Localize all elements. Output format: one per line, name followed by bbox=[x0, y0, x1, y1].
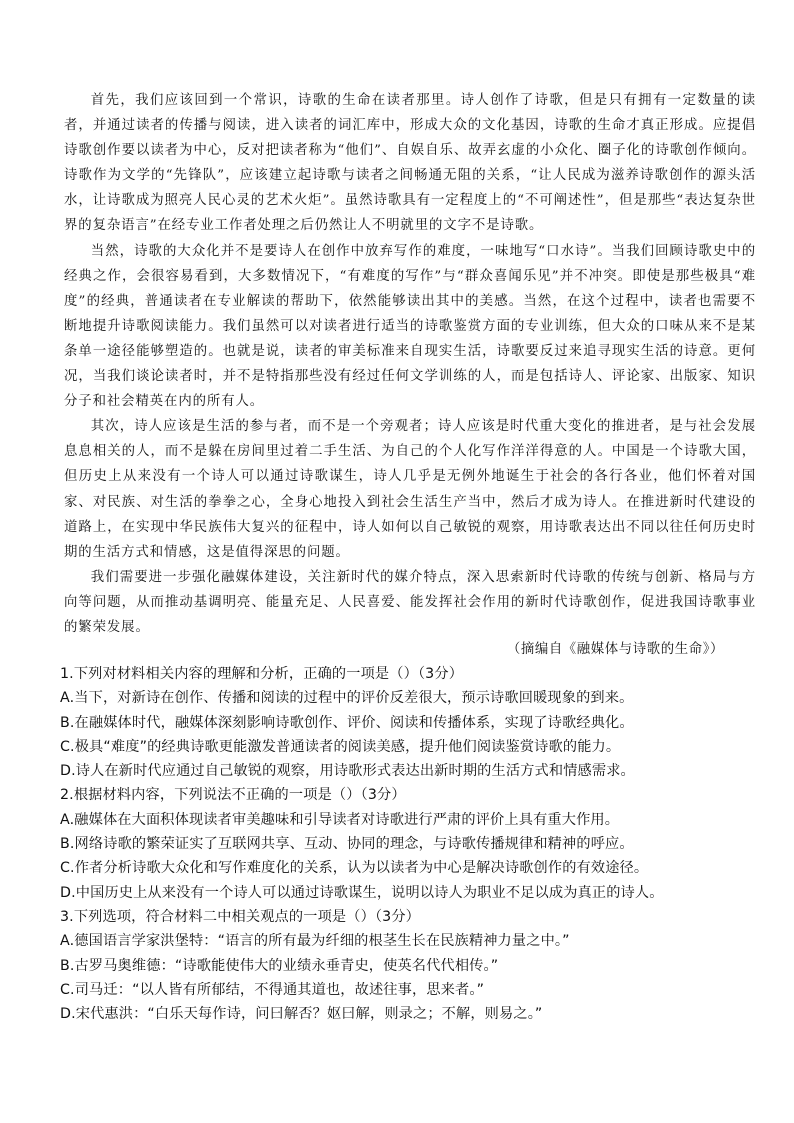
option-c: C.司马迁：“以人皆有所郁结，不得通其道也，故述往事，思来者。” bbox=[60, 981, 485, 998]
question-3 bbox=[60, 905, 760, 1026]
passage-paragraph-4: 我们需要进一步强化融媒体建设，关注新时代的媒介特点，深入思索新时代诗歌的传统与创新、格局与方向等问题，从而推动基调明亮、能量充足、人民喜爱、能发挥社会作用的新时代诗歌创作，促进我国诗歌事业的繁荣发展。 bbox=[64, 569, 756, 635]
option-b: B.网络诗歌的繁荣证实了互联网共享、互动、协同的理念，与诗歌传播规律和精神的呼应。 bbox=[60, 836, 634, 853]
option-a: A.融媒体在大面积体现读者审美趣味和引导读者对诗歌进行严肃的评价上具有重大作用。 bbox=[60, 811, 620, 828]
passage-paragraph-1: 首先，我们应该回到一个常识，诗歌的生命在读者那里。诗人创作了诗歌，但是只有拥有一定数量的读者，并通过读者的传播与阅读，进入读者的词汇库中，形成大众的文化基因，诗歌的生命才真正形成。应提倡诗歌创作要以读者为中心，反对把读者称为“他们”、自娱自乐、故弄玄虚的小众化、圈子化的诗歌创作倾向。诗歌作为文学的“先锋队”，应该建立起诗歌与读者之间畅通无阻的关系，“让人民成为滋养诗歌创作的源头活水，让诗歌成为照亮人民心灵的艺术火炬”。虽然诗歌具有一定程度上的“不可阐述性”，但是那些“表达复杂世界的复杂语言”在经专业工作者处理之后仍然让人不明就里的文字不是诗歌。 bbox=[64, 93, 756, 234]
option-d: D.诗人在新时代应通过自己敏锐的观察，用诗歌形式表达出新时期的生活方式和情感需求。 bbox=[60, 763, 635, 780]
option-c: C.作者分析诗歌大众化和写作难度化的关系，认为以读者为中心是解决诗歌创作的有效途径。 bbox=[60, 860, 649, 877]
question-stem: 3.下列选项，符合材料二中相关观点的一项是（）（3分） bbox=[60, 908, 421, 925]
question-stem: 2.根据材料内容，下列说法不正确的一项是（）（3分） bbox=[60, 787, 406, 804]
question-2 bbox=[60, 783, 760, 904]
option-a: A.当下，对新诗在创作、传播和阅读的过程中的评价反差很大，预示诗歌回暖现象的到来。 bbox=[60, 690, 634, 707]
option-a: A.德国语言学家洪堡特：“语言的所有最为纤细的根茎生长在民族精神力量之中。” bbox=[60, 933, 570, 950]
question-1 bbox=[60, 662, 760, 783]
question-list bbox=[60, 662, 760, 1026]
passage-paragraph-3: 其次，诗人应该是生活的参与者，而不是一个旁观者；诗人应该是时代重大变化的推进者，是与社会发展息息相关的人，而不是躲在房间里过着二手生活、为自己的个人化写作洋洋得意的人。中国是一个诗歌大国，但历史上从来没有一个诗人可以通过诗歌谋生，诗人几乎是无例外地诞生于社会的各行各业，他们怀着对国家、对民族、对生活的拳拳之心，全身心地投入到社会生活生产当中，然后才成为诗人。在推进新时代建设的道路上，在实现中华民族伟大复兴的征程中，诗人如何以自己敏锐的观察，用诗歌表达出不同以往任何历史时期的生活方式和情感，这是值得深思的问题。 bbox=[64, 419, 756, 560]
passage-source: （摘编自《融媒体与诗歌的生命》） bbox=[506, 642, 724, 657]
passage-paragraph-2: 当然，诗歌的大众化并不是要诗人在创作中放弃写作的难度，一味地写“口水诗”。当我们回顾诗歌史中的经典之作，会很容易看到，大多数情况下，“有难度的写作”与“群众喜闻乐见”并不冲突。即使是那些极具“难度”的经典，普通读者在专业解读的帮助下，依然能够读出其中的美感。当然，在这个过程中，读者也需要不断地提升诗歌阅读能力。我们虽然可以对读者进行适当的诗歌鉴赏方面的专业训练，但大众的口味从来不是某条单一途径能够塑造的。也就是说，读者的审美标准来自现实生活，诗歌要反过来追寻现实生活的诗意。更何况，当我们谈论读者时，并不是特指那些没有经过任何文学训练的人，而是包括诗人、评论家、出版家、知识分子和社会精英在内的所有人。 bbox=[64, 243, 756, 410]
reading-passage bbox=[64, 88, 756, 640]
option-d: D.中国历史上从来没有一个诗人可以通过诗歌谋生，说明以诗人为职业不足以成为真正的诗人。 bbox=[60, 884, 664, 901]
option-b: B.在融媒体时代，融媒体深刻影响诗歌创作、评价、阅读和传播体系，实现了诗歌经典化。 bbox=[60, 714, 634, 731]
question-stem: 1.下列对材料相关内容的理解和分析，正确的一项是（）（3分） bbox=[60, 666, 464, 682]
option-c: C.极具“难度”的经典诗歌更能激发普通读者的阅读美感，提升他们阅读鉴赏诗歌的能力。 bbox=[60, 738, 621, 755]
option-b: B.古罗马奥维德：“诗歌能使伟大的业绩永垂青史，使英名代代相传。” bbox=[60, 957, 499, 974]
option-d: D.宋代惠洪：“白乐天每作诗，问曰解否？妪曰解，则录之；不解，则易之。” bbox=[60, 1006, 543, 1023]
